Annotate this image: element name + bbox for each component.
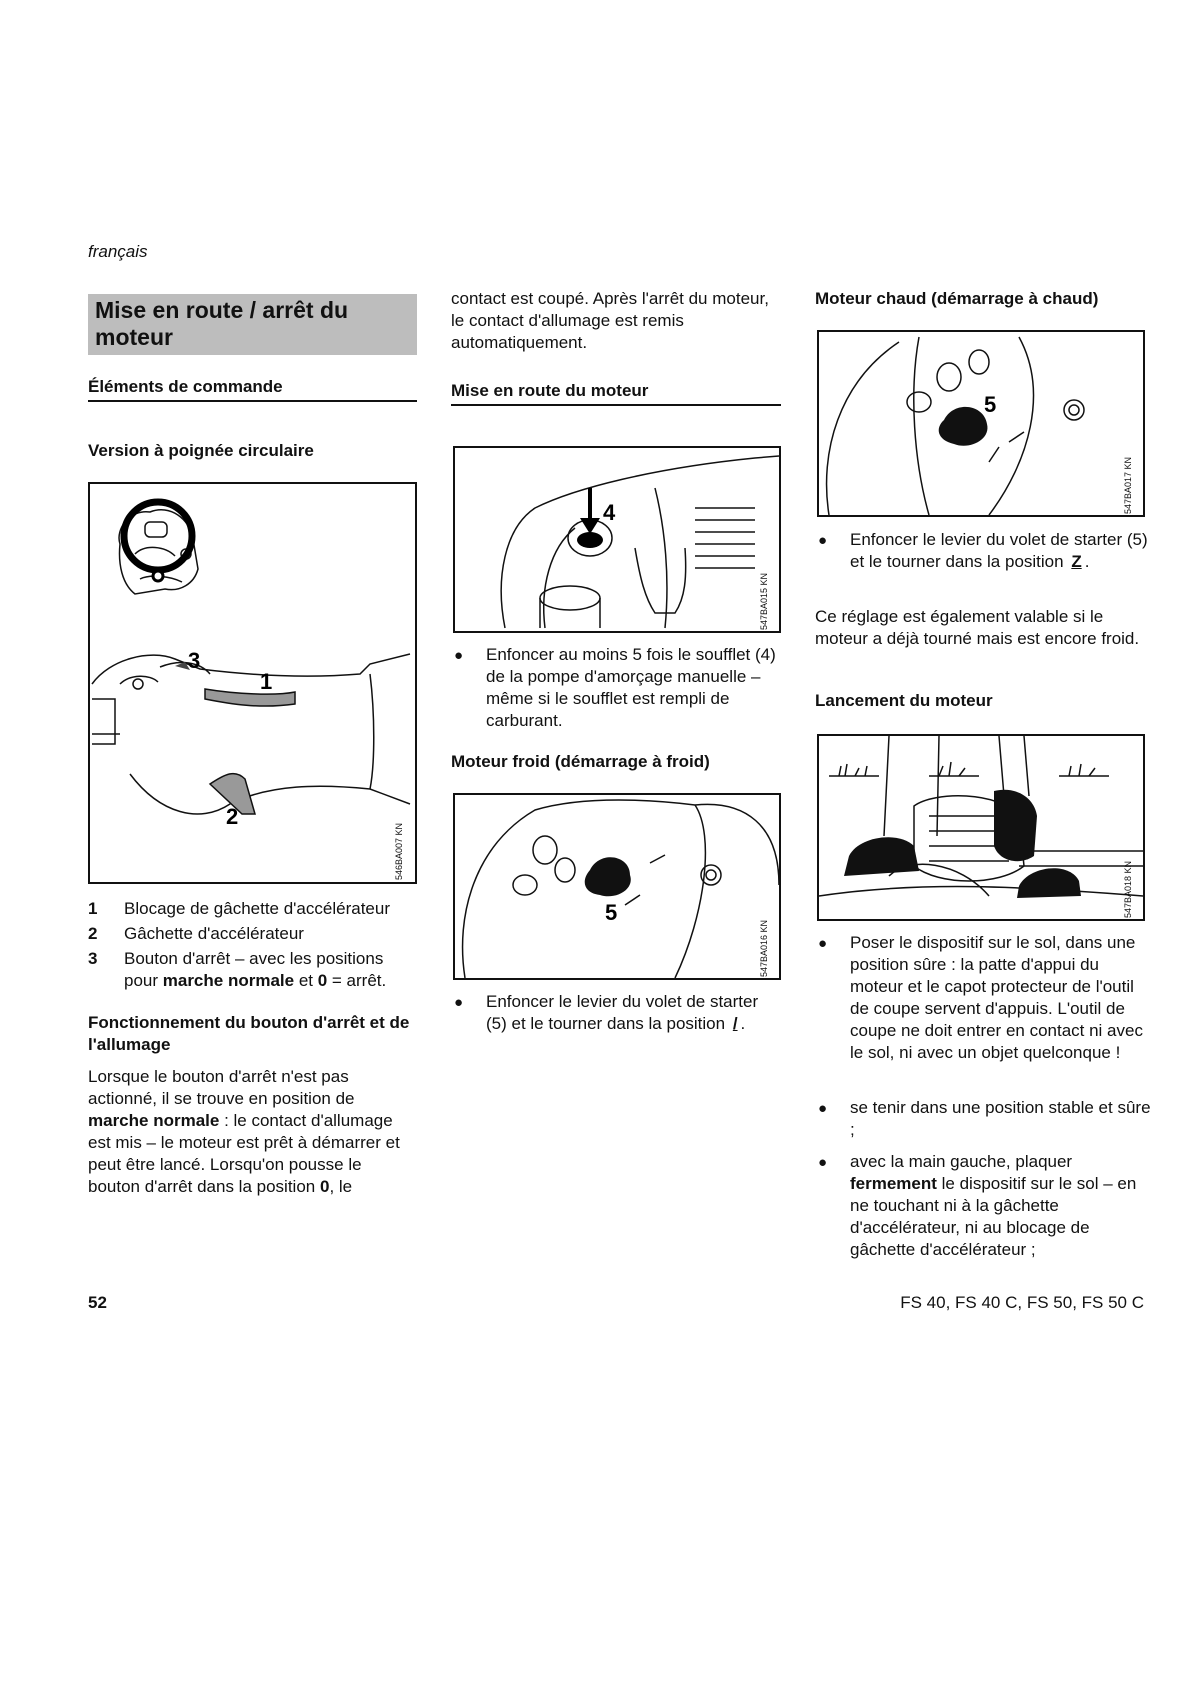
starter-cold-symbol: /	[732, 1014, 738, 1033]
figure-warm-start	[817, 330, 1145, 517]
figure-code: 547BA018 KN	[1123, 860, 1133, 918]
model-list: FS 40, FS 40 C, FS 50, FS 50 C	[900, 1293, 1144, 1312]
bullet-dot: ●	[454, 994, 464, 1011]
bullet-place-device	[815, 932, 1155, 1064]
callout-2: 2	[226, 804, 239, 829]
bullet-dot: ●	[818, 935, 828, 952]
legend-bold: 0	[317, 971, 328, 990]
starter-warm-symbol: Z	[1071, 552, 1082, 571]
bullet-warm-start	[815, 529, 1155, 573]
function-bold-b: 0	[319, 1177, 330, 1196]
controls-heading-rule	[88, 400, 417, 402]
function-text	[88, 1066, 418, 1198]
bullet-text-end: .	[740, 1014, 746, 1033]
bullet-text: avec la main gauche, plaquer	[850, 1152, 1073, 1171]
figure-launch	[817, 734, 1145, 921]
start-heading-rule	[451, 404, 781, 406]
launch-illustration	[819, 736, 1143, 919]
bullet-text-end: .	[1084, 552, 1090, 571]
version-heading: Version à poignée circulaire	[88, 441, 314, 460]
handle-illustration	[90, 484, 415, 882]
callout-4: 4	[603, 500, 616, 525]
cold-start-illustration	[455, 795, 779, 978]
bullet-dot: ●	[818, 1154, 828, 1171]
warm-start-illustration	[819, 332, 1143, 515]
legend-text: et	[294, 971, 318, 990]
bullet-text: Enfoncer le levier du volet de starter (5) et le tourner dans la position	[850, 530, 1148, 571]
controls-heading: Éléments de commande	[88, 377, 283, 396]
legend-item	[88, 923, 418, 945]
section-title: Mise en route / arrêt du moteur	[95, 297, 349, 350]
callout-1: 1	[260, 669, 273, 694]
bullet-text: Poser le dispositif sur le sol, dans une position sûre : la patte d'appui du moteur et le capot protecteur de l'outil de coupe servent d'appuis. L'outil de coupe ne doit entrer en contact ni avec le sol, ni avec un objet quelconque !	[850, 933, 1143, 1062]
continued-text: contact est coupé. Après l'arrêt du moteur, le contact d'allumage est remis automatiquement.	[451, 289, 769, 352]
legend-number: 3	[88, 949, 98, 968]
cold-start-heading: Moteur froid (démarrage à froid)	[451, 752, 710, 771]
bullet-cold-start	[451, 991, 781, 1035]
legend-item	[88, 898, 418, 920]
bullet-dot: ●	[454, 647, 464, 664]
function-text-a: Lorsque le bouton d'arrêt n'est pas actionné, il se trouve en position de	[88, 1067, 355, 1108]
legend-text: = arrêt.	[327, 971, 387, 990]
figure-code: 547BA016 KN	[759, 919, 769, 977]
callout-3: 3	[188, 648, 201, 673]
warm-note: Ce réglage est également valable si le moteur a déjà tourné mais est encore froid.	[815, 607, 1140, 648]
bullet-dot: ●	[818, 1100, 828, 1117]
callout-5: 5	[605, 900, 618, 925]
language-label: français	[88, 242, 148, 261]
legend-text: Bouton d'arrêt – avec les positions pour	[124, 949, 384, 990]
bullet-text: Enfoncer au moins 5 fois le soufflet (4) de la pompe d'amorçage manuelle – même si le soufflet est rempli de carburant.	[486, 645, 776, 730]
function-heading: Fonctionnement du bouton d'arrêt et de l'allumage	[88, 1013, 410, 1054]
bullet-bold: fermement	[850, 1174, 937, 1193]
primer-illustration	[455, 448, 779, 631]
figure-code: 547BA017 KN	[1123, 456, 1133, 514]
function-bold-a: marche normale	[88, 1111, 220, 1130]
legend-bold: marche normale	[162, 971, 295, 990]
figure-code: 546BA007 KN	[394, 822, 404, 880]
bullet-primer	[451, 644, 781, 732]
highlight-circle	[124, 502, 192, 570]
figure-handle	[88, 482, 417, 884]
legend-item	[88, 948, 418, 992]
bullet-text: Enfoncer le levier du volet de starter (5) et le tourner dans la position	[486, 992, 759, 1033]
bullet-hold-device	[815, 1151, 1155, 1261]
legend-text: Gâchette d'accélérateur	[124, 924, 304, 943]
legend-number: 1	[88, 899, 98, 918]
bullet-text-end: le dispositif sur le sol – en ne touchant ni à la gâchette d'accélérateur, ni au blocage de gâchette d'accélérateur ;	[850, 1174, 1137, 1259]
function-text-b: : le contact d'allumage est mis – le moteur est prêt à démarrer et peut être lancé. Lorsqu'on pousse le bouton d'arrêt dans la position	[88, 1111, 400, 1196]
warm-start-heading: Moteur chaud (démarrage à chaud)	[815, 289, 1099, 308]
bullet-stance	[815, 1097, 1155, 1141]
figure-primer	[453, 446, 781, 633]
figure-code: 547BA015 KN	[759, 572, 769, 630]
bullet-dot: ●	[818, 532, 828, 549]
function-text-c: , le	[329, 1177, 353, 1196]
launch-heading: Lancement du moteur	[815, 691, 993, 710]
legend-text: Blocage de gâchette d'accélérateur	[124, 899, 390, 918]
page-number: 52	[88, 1293, 107, 1312]
legend-list	[88, 898, 418, 992]
section-title-box	[88, 294, 417, 355]
legend-number: 2	[88, 924, 98, 943]
bullet-text: se tenir dans une position stable et sûre ;	[850, 1098, 1151, 1139]
callout-5: 5	[984, 392, 997, 417]
start-heading: Mise en route du moteur	[451, 381, 649, 400]
figure-cold-start	[453, 793, 781, 980]
